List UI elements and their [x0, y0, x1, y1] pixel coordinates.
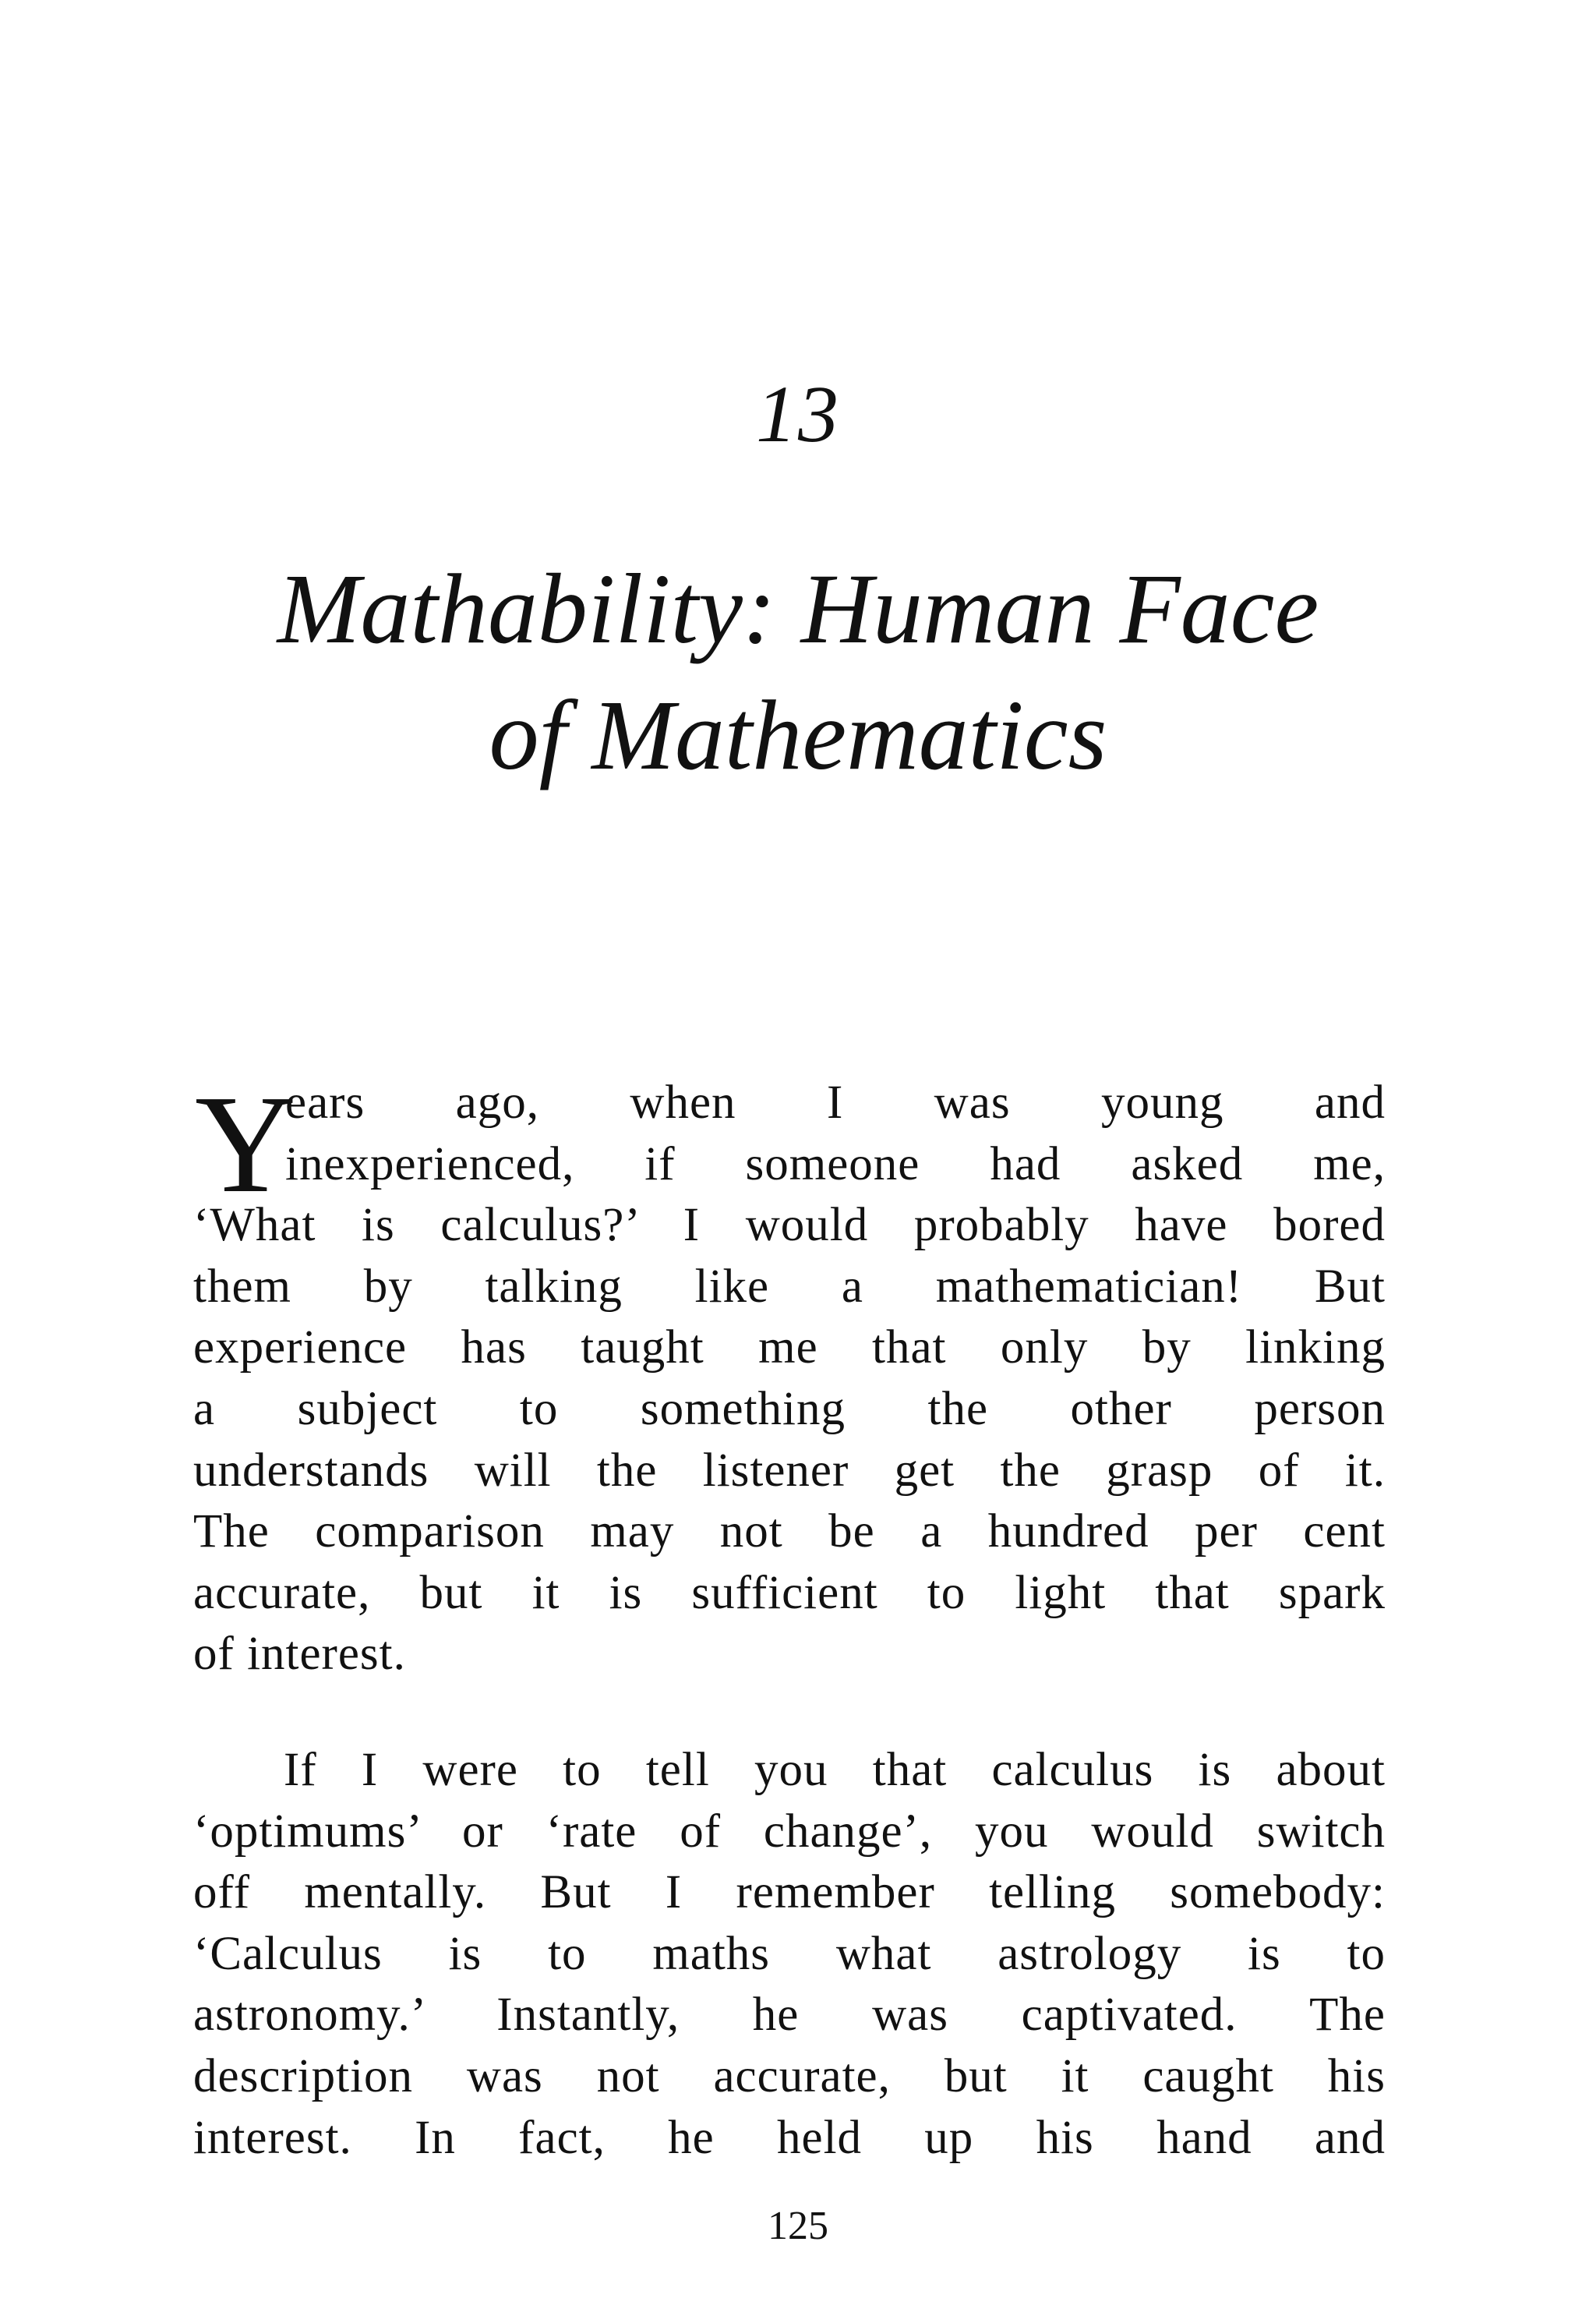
chapter-title-line-2: of Mathematics [489, 680, 1107, 790]
paragraph-1-line-3: ‘What is calculus?’ I would probably have bored [193, 1199, 1386, 1252]
paragraph-2-line-2: ‘optimums’ or ‘rate of change’, you would switch [193, 1805, 1386, 1858]
paragraph-1-line-1: ears ago, when I was young and [285, 1077, 1386, 1129]
paragraph-2 [193, 1740, 1386, 2169]
paragraph-2-line-5: astronomy.’ Instantly, he was captivated. The [193, 1989, 1386, 2042]
paragraph-1-line-6: a subject to something the other person [193, 1382, 1386, 1435]
paragraph-1-line-5: experience has taught me that only by linking [193, 1321, 1386, 1374]
paragraph-1-line-9: accurate, but it is sufficient to light that spark [193, 1566, 1386, 1619]
paragraph-1-line-7: understands will the listener get the grasp of it. [193, 1444, 1386, 1497]
paragraph-2-line-6: description was not accurate, but it caught his [193, 2049, 1386, 2102]
paragraph-1-line-8: The comparison may not be a hundred per cent [193, 1505, 1386, 1558]
paragraph-1-line-4: them by talking like a mathematician! But [193, 1260, 1386, 1313]
chapter-number: 13 [756, 369, 840, 459]
paragraph-2-line-4: ‘Calculus is to maths what astrology is to [193, 1927, 1386, 1980]
paragraph-2-line-3: off mentally. But I remember telling somebody: [193, 1866, 1386, 1919]
paragraph-2-line-7: interest. In fact, he held up his hand and [193, 2111, 1386, 2164]
chapter-title [0, 546, 1596, 798]
paragraph-1 [193, 1066, 1386, 1685]
page-number: 125 [768, 2204, 828, 2248]
paragraph-1-line-2: inexperienced, if someone had asked me, [285, 1137, 1386, 1190]
paragraph-1-line-10: of interest. [193, 1628, 406, 1681]
chapter-title-line-1: Mathability: Human Face [277, 553, 1319, 664]
drop-cap: Y [195, 1066, 296, 1222]
paragraph-2-line-1: If I were to tell you that calculus is about [284, 1744, 1386, 1796]
